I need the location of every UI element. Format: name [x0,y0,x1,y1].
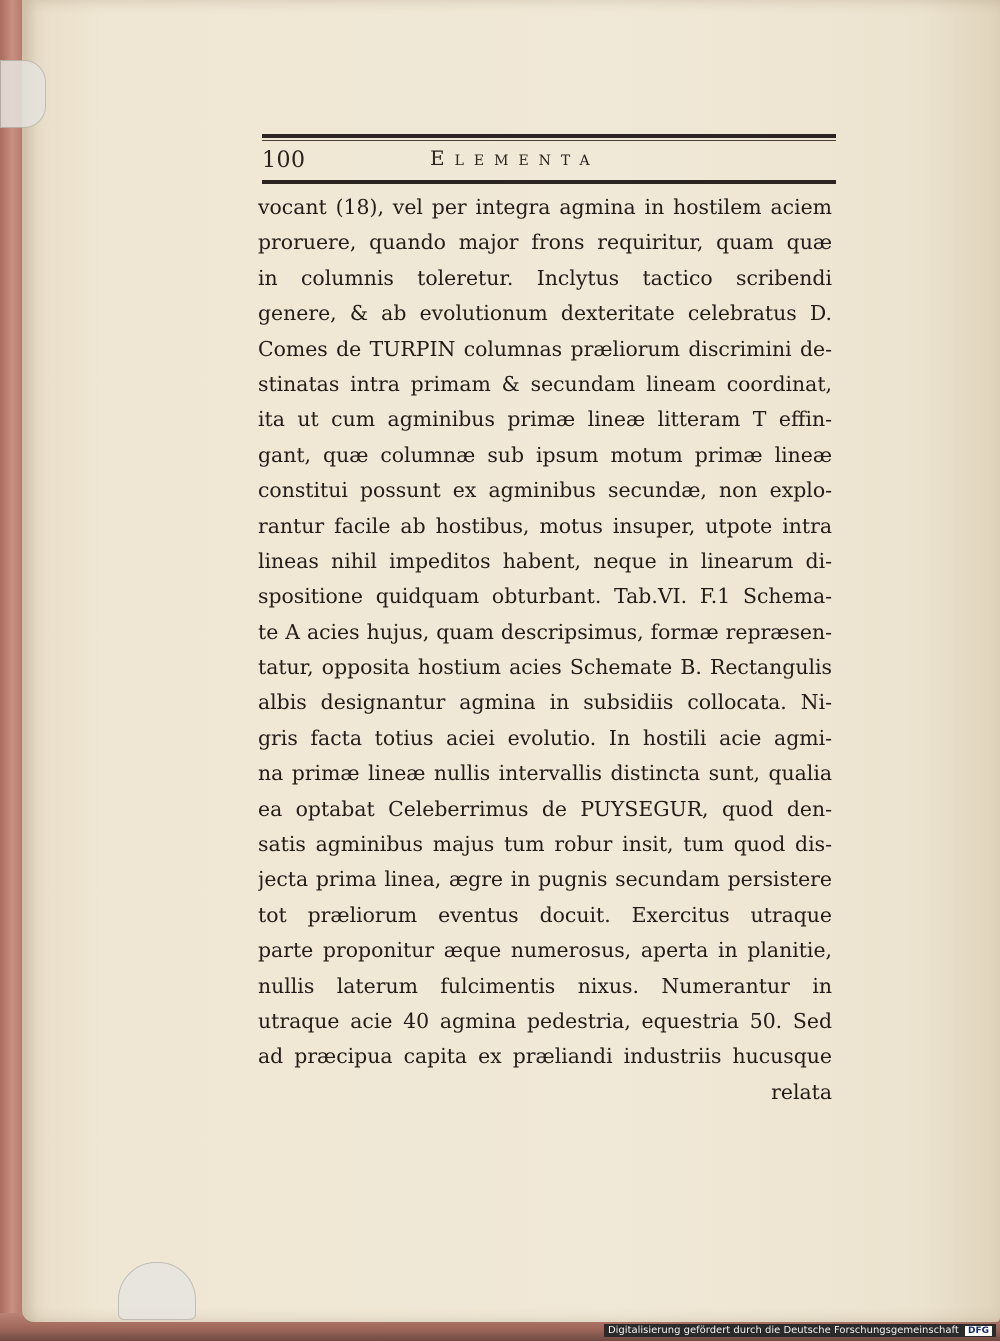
body-text [258,190,832,1110]
text-line: in columnis toleretur. Inclytus tactico scribendi [258,265,832,290]
text-line: utraque acie 40 agmina pedestria, equestria 50. Sed [258,1008,832,1033]
text-line: lineas nihil impeditos habent, neque in linearum di- [258,548,832,573]
text-line: parte proponitur æque numerosus, aperta in planitie, [258,938,832,963]
dfg-logo: DFG [965,1326,992,1336]
text-line: tatur, opposita hostium acies Schemate B. Rectangulis [258,655,832,680]
text-line: na primæ lineæ nullis intervallis distincta sunt, qualia [258,761,832,786]
header-rule-top [262,134,836,138]
text-line: nullis laterum fulcimentis nixus. Numerantur in [258,973,832,998]
text-line: gris facta totius aciei evolutio. In hostili acie agmi- [258,725,832,750]
text-line: jecta prima linea, ægre in pugnis secundam persistere [258,867,832,892]
text-line: constitui possunt ex agminibus secundæ, non explo- [258,478,832,503]
header-rule-thin [262,140,836,141]
digitization-credit [604,1324,996,1337]
text-line: te A acies hujus, quam descripsimus, formæ repræsen- [258,619,832,644]
text-line: ad præcipua capita ex præliandi industriis hucusque [258,1044,832,1069]
running-head: Elementa [430,146,600,170]
text-line: albis designantur agmina in subsidiis collocata. Ni- [258,690,832,715]
text-line: vocant (18), vel per integra agmina in hostilem aciem [258,195,832,219]
text-line: gant, quæ columnæ sub ipsum motum primæ lineæ [258,442,832,467]
page-header [262,142,836,178]
text-line: stinatas intra primam & secundam lineam coordinat, [258,371,832,396]
header-rule-bottom [262,180,836,184]
text-line: ita ut cum agminibus primæ lineæ litteram T effin- [258,407,832,432]
text-line: proruere, quando major frons requiritur, quam quæ [258,230,832,255]
text-line: satis agminibus majus tum robur insit, tum quod dis- [258,832,832,857]
text-line: rantur facile ab hostibus, motus insuper, utpote intra [258,513,832,538]
text-line: genere, & ab evolutionum dexteritate celebratus D. [258,301,832,326]
catchword: relata [771,1079,832,1104]
text-line: Comes de TURPIN columnas præliorum discrimini de- [258,336,832,361]
text-line: tot præliorum eventus docuit. Exercitus utraque [258,902,832,927]
page-clip-top [0,60,46,128]
credit-text: Digitalisierung gefördert durch die Deutsche Forschungsgemeinschaft [607,1325,959,1336]
text-line: ea optabat Celeberrimus de PUYSEGUR, quod den- [258,796,832,821]
page-number: 100 [262,148,306,173]
text-line: spositione quidquam obturbant. Tab.VI. F.1 Schema- [258,584,832,609]
